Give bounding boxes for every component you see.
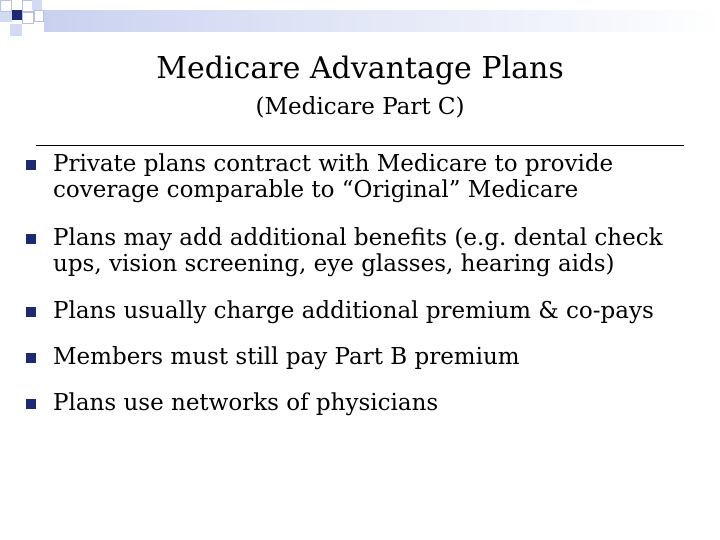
decor-square [34,10,44,22]
decor-square [12,10,22,20]
bullet-item [22,344,692,370]
square-bullet-icon [26,160,36,170]
bullet-text: Plans usually charge additional premium & co-pays [53,298,654,324]
header-gradient-band [44,10,720,32]
decor-square [0,0,12,12]
square-bullet-icon [26,353,36,363]
square-bullet-icon [26,307,36,317]
slide-title: Medicare Advantage Plans [156,51,564,86]
bullet-item [22,298,692,324]
square-bullet-icon [26,234,36,244]
bullet-item [22,151,692,203]
decor-square [0,12,12,22]
decor-square [10,24,22,36]
bullet-list [22,151,692,436]
slide-subtitle: (Medicare Part C) [255,94,465,120]
decor-square [22,12,34,24]
bullet-item [22,225,692,277]
title-divider [36,145,684,146]
square-bullet-icon [26,399,36,409]
bullet-text: Plans use networks of physicians [53,390,439,416]
bullet-item [22,390,692,416]
decor-square [32,0,42,10]
bullet-text: Members must still pay Part B premium [53,344,520,370]
bullet-text: Plans may add additional benefits (e.g. dental check ups, vision screening, eye glasses, hearing aids) [53,225,663,277]
bullet-text: Private plans contract with Medicare to provide coverage comparable to “Original” Medicare [53,151,614,203]
